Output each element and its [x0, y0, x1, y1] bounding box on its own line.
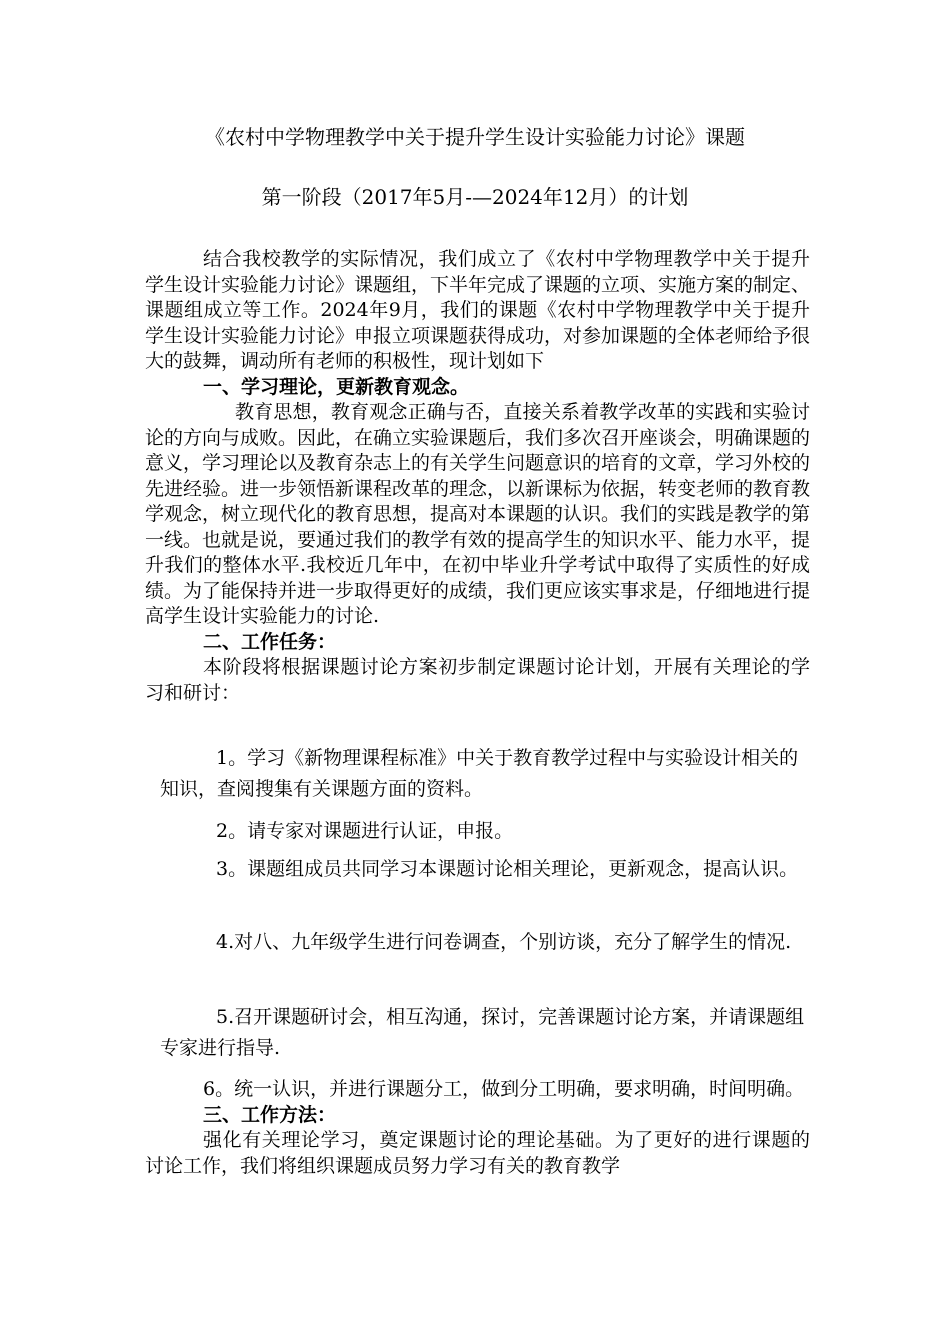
task-item — [160, 854, 810, 885]
task-text: 4.对八、九年级学生进行问卷调查，个别访谈，充分了解学生的情况. — [216, 931, 792, 953]
document-subtitle: 第一阶段（2017年5月-—2024年12月）的计划 — [261, 185, 689, 209]
section2-heading: 二、工作任务： — [203, 630, 337, 653]
document-body-bottom — [145, 1077, 810, 1179]
task-text: 2。请专家对课题进行认证，申报。 — [216, 820, 514, 842]
section2-intro-paragraph: 本阶段将根据课题讨论方案初步制定课题讨论计划，开展有关理论的学习和研讨： — [145, 656, 810, 704]
intro-paragraph: 结合我校教学的实际情况，我们成立了《农村中学物理教学中关于提升学生设计实验能力讨论》课题组，下半年完成了课题的立项、实施方案的制定、课题组成立等工作。2024年9月，我们的课题《农村中学物理教学中关于提升学生设计实验能力讨论》申报立项课题获得成功，对参加课题的全体老师给予很大的鼓舞，调动所有老师的积极性，现计划如下 — [145, 248, 811, 372]
task-item — [160, 743, 810, 805]
task6-paragraph: 6。统一认识，并进行课题分工，做到分工明确，要求明确，时间明确。 — [203, 1078, 805, 1100]
task-text: 3。课题组成员共同学习本课题讨论相关理论，更新观念，提高认识。 — [216, 858, 799, 880]
task-item — [160, 927, 810, 958]
document-title: 《农村中学物理教学中关于提升学生设计实验能力讨论》课题 — [205, 125, 745, 149]
task-item — [160, 1002, 810, 1064]
section1-paragraph: 教育思想，教育观念正确与否，直接关系着教学改革的实践和实验讨论的方向与成败。因此，在确立实验课题后，我们多次召开座谈会，明确课题的意义，学习理论以及教育杂志上的有关学生问题意识的培育的文章，学习外校的先进经验。进一步领悟新课程改革的理念，以新课标为依据，转变老师的教育教学观念，树立现代化的教育思想，提高对本课题的认识。我们的实践是教学的第一线。也就是说，要通过我们的教学有效的提高学生的知识水平、能力水平，提升我们的整体水平.我校近几年中，在初中毕业升学考试中取得了实质性的好成绩。为了能保持并进一步取得更好的成绩，我们更应该实事求是，仔细地进行提高学生设计实验能力的讨论. — [145, 401, 811, 627]
document-body-top — [145, 247, 810, 706]
section3-paragraph: 强化有关理论学习，奠定课题讨论的理论基础。为了更好的进行课题的讨论工作，我们将组织课题成员努力学习有关的教育教学 — [145, 1129, 810, 1177]
task-text: 1。学习《新物理课程标准》中关于教育教学过程中与实验设计相关的知识，查阅搜集有关课题方面的资料。 — [160, 747, 799, 800]
section1-heading: 一、学习理论，更新教育观念。 — [203, 375, 470, 398]
task-text: 5.召开课题研讨会，相互沟通，探讨，完善课题讨论方案，并请课题组专家进行指导. — [160, 1006, 805, 1059]
section3-heading: 三、工作方法： — [203, 1103, 337, 1126]
task-item — [160, 816, 810, 847]
